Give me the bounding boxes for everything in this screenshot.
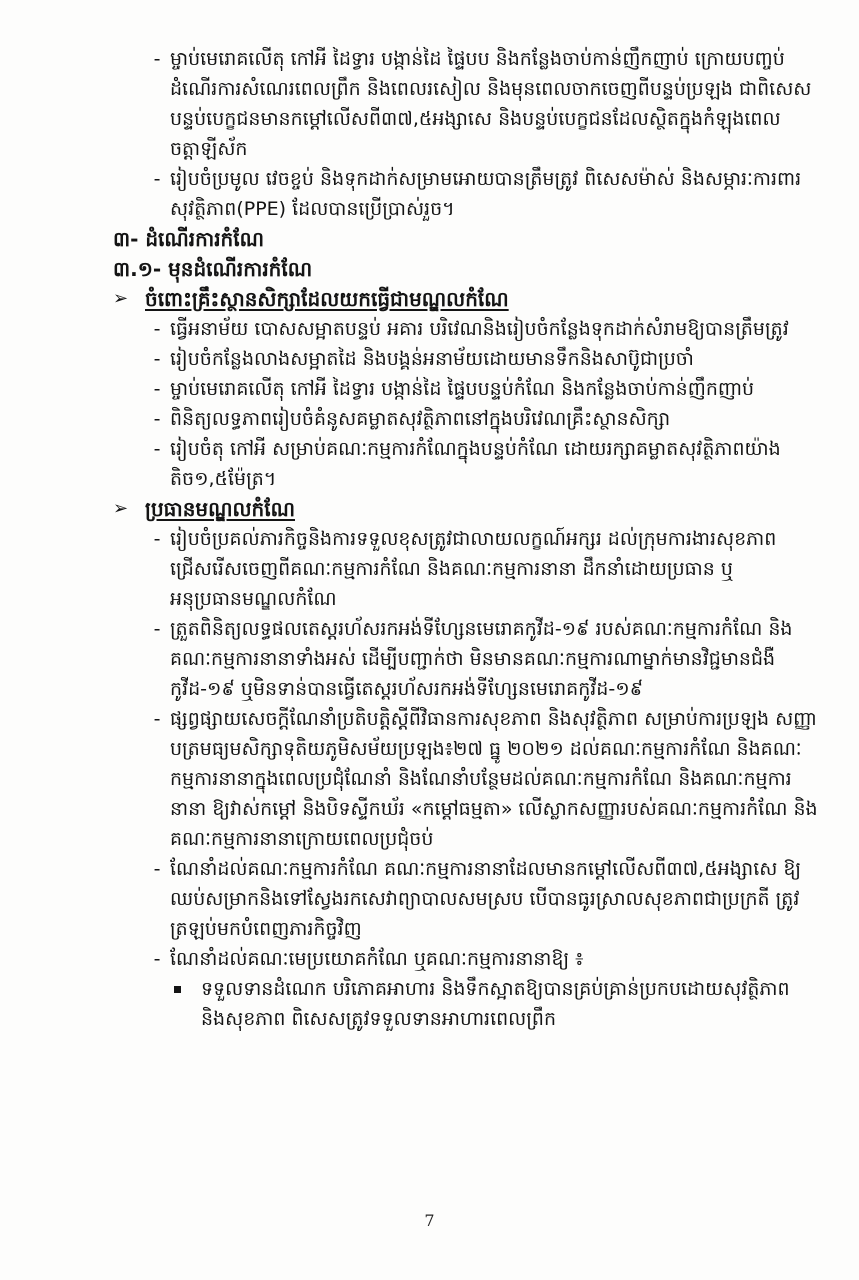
list-item-continuation (0, 764, 859, 794)
list-item-continuation (0, 584, 859, 614)
arrow-bullet-icon: ➢ (113, 498, 129, 519)
list-item-text: ណែនាំដល់គណៈកម្មការកំណែ គណៈកម្មការនានាដែលមានកម្តៅលើសពី៣៧,៥អង្សាសេ ឱ្យ (170, 858, 802, 880)
list-item-continuation (0, 194, 859, 224)
list-item-text: រៀបចំតុ កៅអី សម្រាប់គណៈកម្មការកំណែក្នុងបន្ទប់កំណែ ដោយរក្សាគម្លាតសុវត្ថិភាពយ៉ាង (170, 438, 781, 460)
list-item-text: ម្ចាប់មេរោគលើតុ កៅអី ដៃទ្វារ បង្កាន់ដៃ ផ្ទៃបបន្ទប់កំណែ និងកន្លែងចាប់កាន់ញឹកញាប់ (170, 378, 755, 400)
list-item-continuation (0, 554, 859, 584)
list-item-continuation (0, 794, 859, 824)
list-item-text: នានា ឱ្យវាស់កម្តៅ និងបិទស្ទីកឃ័រ «កម្តៅធម្មតា» លើស្លាកសញ្ញារបស់គណៈកម្មការកំណែ និង (170, 798, 818, 820)
list-item-text: និងសុខភាព ពិសេសត្រូវទទួលទានអាហារពេលព្រឹក (201, 1008, 557, 1030)
arrow-subheading (0, 494, 859, 524)
dash-bullet-icon: - (153, 318, 161, 340)
list-item-continuation (0, 74, 859, 104)
list-item-continuation (0, 644, 859, 674)
dash-list-item (0, 374, 859, 404)
list-item-text: ឈប់សម្រាកនិងទៅស្វែងរកសេវាព្យាបាលសមស្រប បើបានធូរស្រាលសុខភាពជាប្រក្រតី ត្រូវ (170, 888, 800, 910)
list-item-text: ចត្តាឡីស័ក (170, 138, 248, 160)
dash-bullet-icon: - (153, 618, 161, 640)
arrow-bullet-icon: ➢ (113, 288, 129, 309)
page-number: 7 (424, 1211, 435, 1230)
list-item-text: រៀបចំប្រគល់ភារកិច្ចនិងការទទួលខុសត្រូវជាលាយលក្ខណ៍អក្សរ ដល់ក្រុមការងារសុខភាព (170, 528, 777, 550)
dash-list-item (0, 434, 859, 464)
list-item-text: សុវត្ថិភាព(PPE) ដែលបានប្រើប្រាស់រួច។ (170, 198, 455, 220)
list-item-text: អនុប្រធានមណ្ឌលកំណែ (170, 588, 337, 610)
square-list-item (0, 974, 859, 1004)
dash-bullet-icon: - (153, 48, 161, 70)
section-heading-text: ៣- ដំណើរការកំណែ (113, 227, 265, 251)
list-item-text: កម្មការនានាក្នុងពេលប្រជុំណែនាំ និងណែនាំបន្ថែមដល់គណៈកម្មការកំណែ និងគណៈកម្មការ (170, 768, 792, 790)
list-item-text: ដំណើរការសំណេរពេលព្រឹក និងពេលរសៀល និងមុនពេលចាកចេញពីបន្ទប់ប្រឡង ជាពិសេស (170, 78, 812, 100)
list-item-text: ទទួលទានដំណេក បរិភោគអាហារ និងទឹកស្អាតឱ្យបានគ្រប់គ្រាន់ប្រកបដោយសុវត្ថិភាព (201, 978, 790, 1000)
dash-bullet-icon: - (153, 528, 161, 550)
dash-bullet-icon: - (153, 408, 161, 430)
list-item-text: ណែនាំដល់គណៈមេប្រយោគកំណែ ឬគណៈកម្មការនានាឱ្យ ៖ (170, 948, 584, 970)
list-item-text: រៀបចំកន្លែងលាងសម្អាតដៃ និងបង្គន់អនាម័យដោយមានទឹកនិងសាប៊ូជាប្រចាំ (170, 348, 694, 370)
list-item-text: បត្រមធ្យមសិក្សាទុតិយភូមិសម័យប្រឡង៖២៧ ធ្នូ ២០២១ ដល់គណៈកម្មការកំណែ និងគណៈ (170, 738, 802, 760)
list-item-continuation (0, 464, 859, 494)
arrow-subheading-text: ចំពោះគ្រឹះស្ថានសិក្សាដែលយកធ្វើជាមណ្ឌលកំណែ (145, 287, 509, 311)
list-item-text: ផ្សព្វផ្សាយសេចក្តីណែនាំប្រតិបត្តិស្តីពីវិធានការសុខភាព និងសុវត្ថិភាព សម្រាប់ការប្រឡង សញ្ញា (170, 708, 817, 730)
list-item-text: តិច១,៥ម៉ែត្រ។ (170, 468, 277, 490)
list-item-text: រៀបចំប្រមូល វេចខ្ចប់ និងទុកដាក់សម្រាមអោយបានត្រឹមត្រូវ ពិសេសម៉ាស់ និងសម្ភារៈការពារ (170, 168, 802, 190)
list-item-text: បន្ទប់បេក្ខជនមានកម្តៅលើសពី៣៧,៥អង្សាសេ និងបន្ទប់បេក្ខជនដែលស្ថិតក្នុងកំឡុងពេល (170, 108, 781, 130)
list-item-text: ធ្វើអនាម័យ បោសសម្អាតបន្ទប់ អគារ បរិវេណនិងរៀបចំកន្លែងទុកដាក់សំរាមឱ្យបានត្រឹមត្រូវ (170, 318, 789, 340)
page-content (0, 44, 859, 1034)
section-heading (0, 254, 859, 284)
dash-list-item (0, 854, 859, 884)
dash-bullet-icon: - (153, 378, 161, 400)
square-bullet-icon (174, 986, 181, 993)
dash-list-item (0, 704, 859, 734)
list-item-text: ជ្រើសរើសចេញពីគណៈកម្មការកំណែ និងគណៈកម្មការនានា ដឹកនាំដោយប្រធាន ឬ (170, 558, 733, 580)
arrow-subheading-text: ប្រធានមណ្ឌលកំណែ (145, 497, 295, 521)
dash-bullet-icon: - (153, 348, 161, 370)
dash-bullet-icon: - (153, 168, 161, 190)
dash-bullet-icon: - (153, 708, 161, 730)
list-item-continuation (0, 1004, 859, 1034)
dash-list-item (0, 524, 859, 554)
list-item-text: គណៈកម្មការនានាក្រោយពេលប្រជុំចប់ (170, 828, 434, 850)
list-item-text: ត្រួតពិនិត្យលទ្ធផលតេស្តរហ័សរកអង់ទីហ្សែនមេរោគកូវីដ-១៩ របស់គណៈកម្មការកំណែ និង (170, 618, 793, 640)
list-item-text: កូវីដ-១៩ ឬមិនទាន់បានធ្វើតេស្តរហ័សរកអង់ទីហ្សែនមេរោគកូវីដ-១៩ (170, 678, 644, 700)
list-item-continuation (0, 884, 859, 914)
list-item-continuation (0, 734, 859, 764)
section-heading (0, 224, 859, 254)
arrow-subheading (0, 284, 859, 314)
section-heading-text: ៣.១- មុនដំណើរការកំណែ (113, 257, 313, 281)
dash-bullet-icon: - (153, 948, 161, 970)
dash-list-item (0, 944, 859, 974)
dash-bullet-icon: - (153, 858, 161, 880)
list-item-text: ត្រឡប់មកបំពេញភារកិច្ចវិញ (170, 918, 362, 940)
list-item-continuation (0, 824, 859, 854)
dash-list-item (0, 404, 859, 434)
dash-list-item (0, 44, 859, 74)
list-item-text: ពិនិត្យលទ្ធភាពរៀបចំគំនូសគម្លាតសុវត្ថិភាពនៅក្នុងបរិវេណគ្រឹះស្ថានសិក្សា (170, 408, 671, 430)
list-item-text: គណៈកម្មការនានាទាំងអស់ ដើម្បីបញ្ជាក់ថា មិនមានគណៈកម្មការណាម្នាក់មានវិជ្ជមានជំងឺ (170, 648, 776, 670)
dash-list-item (0, 614, 859, 644)
list-item-text: ម្ចាប់មេរោគលើតុ កៅអី ដៃទ្វារ បង្កាន់ដៃ ផ្ទៃបប និងកន្លែងចាប់កាន់ញឹកញាប់ ក្រោយបញ្ចប់ (170, 48, 785, 70)
list-item-continuation (0, 104, 859, 134)
dash-list-item (0, 344, 859, 374)
dash-list-item (0, 164, 859, 194)
list-item-continuation (0, 674, 859, 704)
dash-bullet-icon: - (153, 438, 161, 460)
list-item-continuation (0, 134, 859, 164)
dash-list-item (0, 314, 859, 344)
list-item-continuation (0, 914, 859, 944)
